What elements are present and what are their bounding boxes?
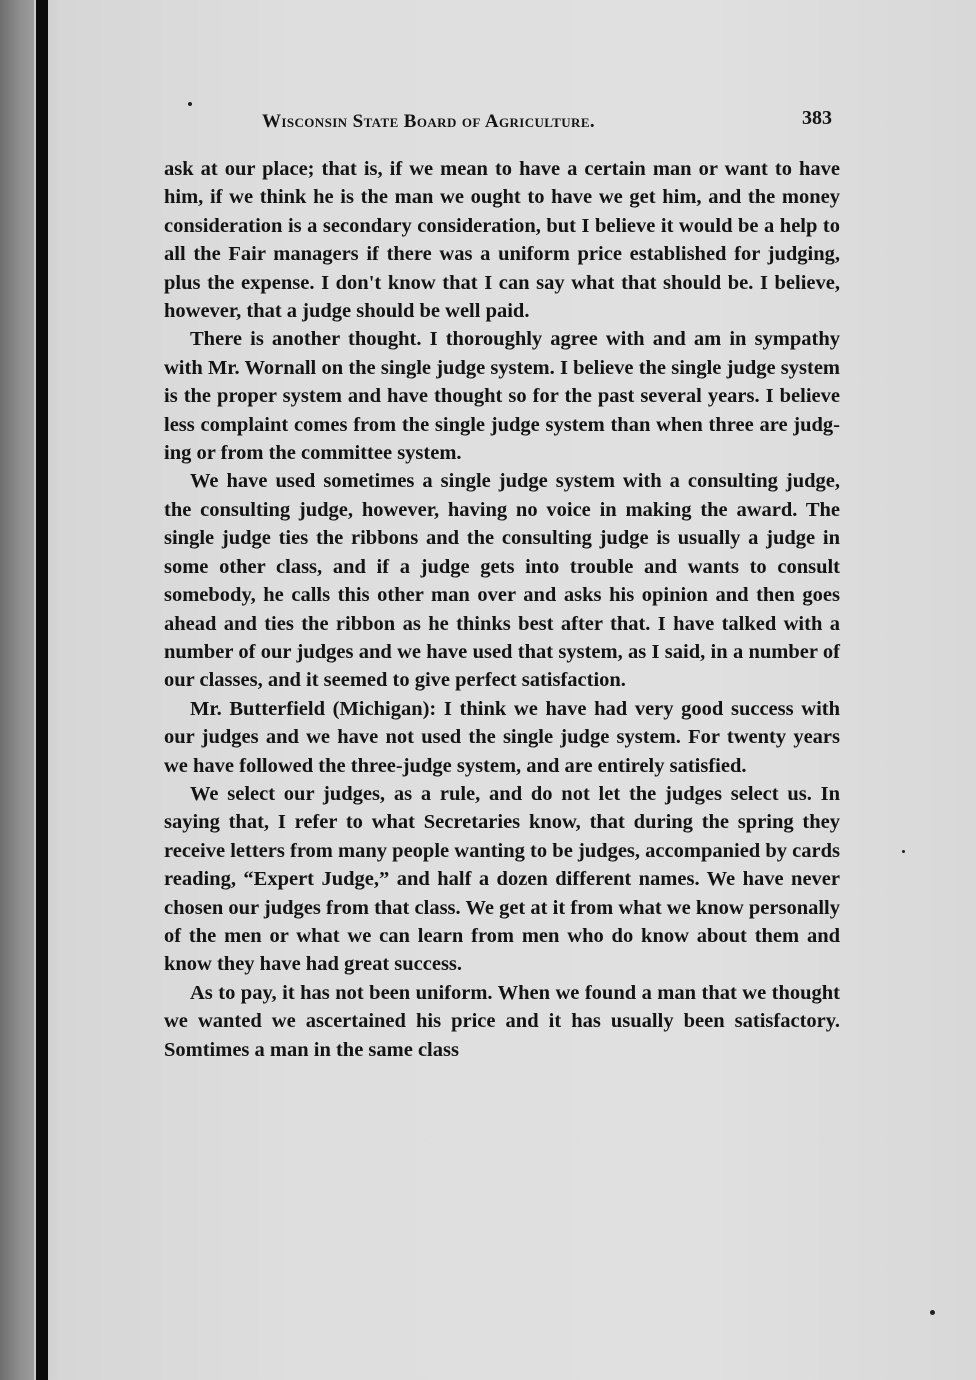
- paragraph-4-text: I think we have had very good success with our judges and we have not used the single judge system. For twenty years we have followed the three-judge system, and are entirely satisfied.: [164, 697, 840, 777]
- speaker-label: Mr. Butterfield (Michigan):: [190, 697, 437, 720]
- paragraph-1: ask at our place; that is, if we mean to have a certain man or want to have him, if we think he is the man we ought to have we get him, and the money consideration is a secondary consideration, but I believe it would be a help to all the Fair managers if there was a uniform price established for judging, plus the expense. I don't know that I can say what that should be. I believe, however, that a judge should be well paid.: [164, 158, 840, 323]
- paragraph-5: We select our judges, as a rule, and do not let the judges select us. In saying that, I refer to what Secretaries know, that during the spring they receive letters from many people wanting to be judges, accompanied by cards reading, “Expert Judge,” and half a dozen different names. We have never chosen our judges from that class. We get at it from what we know personally of the men or what we can learn from men who do know about them and know they have had great success.: [164, 782, 840, 976]
- paragraph-3: We have used sometimes a single judge system with a consulting judge, the consulting judge, however, having no voice in making the award. The single judge ties the ribbons and the consulting judge is usually a judge in some other class, and if a judge gets into trouble and wants to consult somebody, he calls this other man over and asks his opinion and then goes ahead and ties the ribbon as he thinks best after that. I have talked with a number of our judges and we have used that system, as I said, in a number of our classes, and it seemed to give perfect satisfaction.: [164, 470, 840, 692]
- paragraph-2: There is another thought. I thoroughly agree with and am in sympathy with Mr. Wornall on the single judge system. I believe the single judge system is the proper system and have thought so for the past several years. I believe less complaint comes from the single judge system than when three are judging or from the committee system.: [164, 328, 840, 465]
- running-header: [164, 105, 840, 139]
- page-content: [164, 105, 840, 1064]
- book-binding-edge: [36, 0, 48, 1380]
- running-title: Wisconsin State Board of Agriculture.: [262, 111, 596, 132]
- dust-speck: [902, 850, 905, 853]
- page-number: 383: [802, 107, 832, 129]
- book-gutter-shadow: [0, 0, 34, 1380]
- paragraph-4: [164, 695, 840, 780]
- dust-speck: [930, 1310, 935, 1315]
- paragraph-6: As to pay, it has not been uniform. When we found a man that we thought we wanted we ascertained his price and it has usually been satisfactory. Somtimes a man in the same class: [164, 981, 840, 1061]
